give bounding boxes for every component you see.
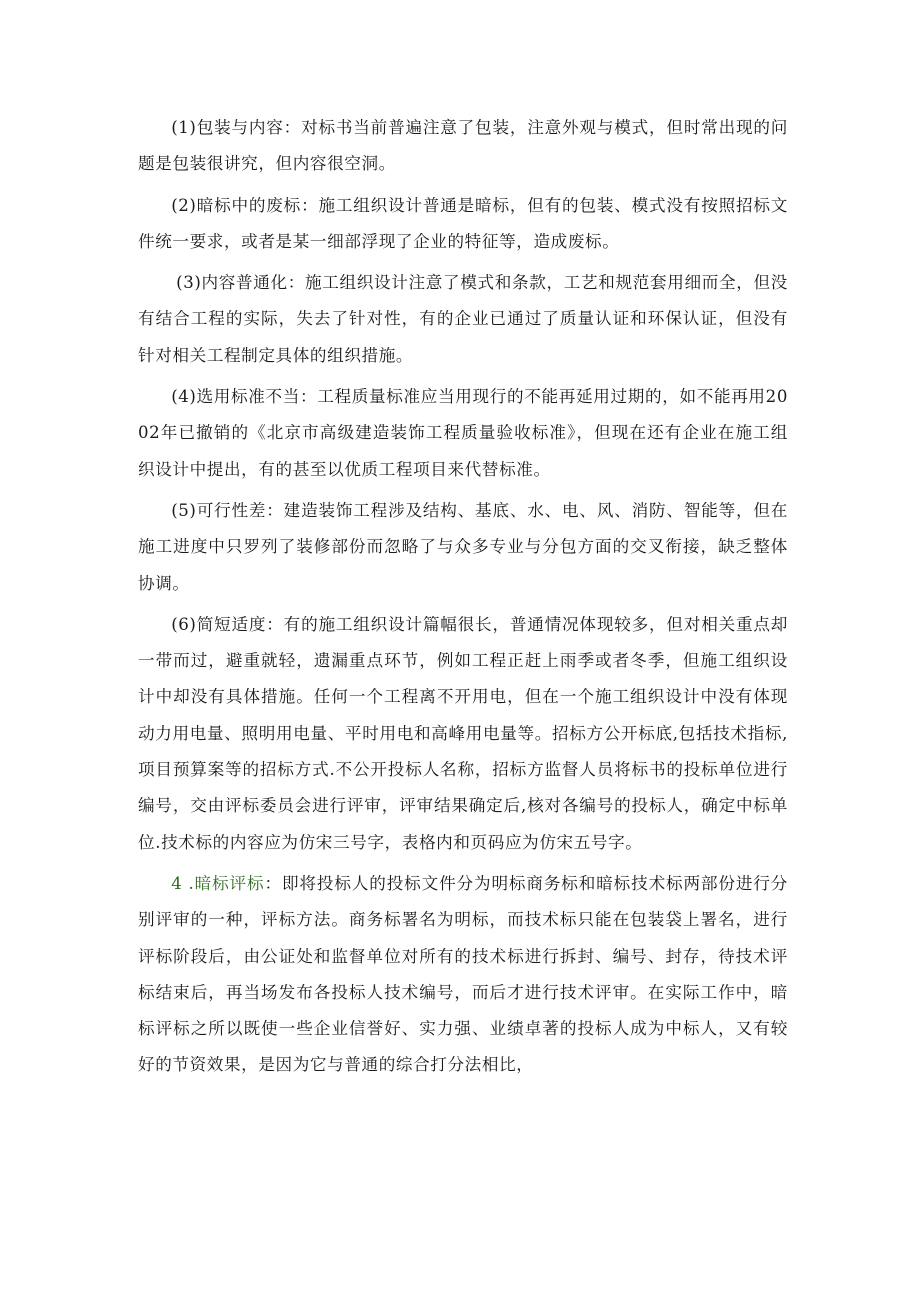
paragraph-feasibility: (5)可行性差：建造装饰工程涉及结构、基底、水、电、风、消防、智能等，但在施工进度中只罗列了装修部份而忽略了与众多专业与分包方面的交叉衔接，缺乏整体协调。 — [138, 500, 788, 593]
section-4-heading: 暗标评标 — [194, 873, 265, 893]
paragraph-packaging-content: (1)包装与内容：对标书当前普遍注意了包装，注意外观与模式，但时常出现的问题是包装很讲究，但内容很空洞。 — [138, 118, 788, 174]
section-4-hidden-bid-evaluation — [138, 866, 788, 1084]
paragraph-content-generic: (3)内容普通化：施工组织设计注意了模式和条款，工艺和规范套用细而全，但没有结合工程的实际，失去了针对性，有的企业已通过了质量认证和环保认证，但没有针对相关工程制定具体的组织措施。 — [138, 273, 788, 365]
section-4-number: 4 — [171, 873, 183, 893]
section-4-body: ：即将投标人的投标文件分为明标商务标和暗标技术标两部份进行分别评审的一种，评标方法。商务标署名为明标，而技术标只能在包装袋上署名，进行评标阶段后，由公证处和监督单位对所有的技术标进行拆封、编号、封存，待技术评标结束后，再当场发布各投标人技术编号，而后才进行技术评审。在实际工作中，暗标评标之所以既使一些企业信誉好、实力强、业绩卓著的投标人成为中标人，又有较好的节资效果，是因为它与普通的综合打分法相比， — [138, 873, 788, 1075]
paragraph-hidden-bid-invalid: (2)暗标中的废标：施工组织设计普通是暗标，但有的包装、模式没有按照招标文件统一要求，或者是某一细部浮现了企业的特征等，造成废标。 — [138, 195, 788, 251]
section-4-separator: . — [182, 873, 195, 893]
paragraph-standard-selection: (4)选用标准不当：工程质量标准应当用现行的不能再延用过期的，如不能再用2002年已撤销的《北京市高级建造装饰工程质量验收标准》，但现在还有企业在施工组织设计中提出，有的甚至以优质工程项目来代替标准。 — [138, 387, 788, 479]
paragraph-brevity: (6)简短适度：有的施工组织设计篇幅很长，普通情况体现较多，但对相关重点却一带而过，避重就轻，遗漏重点环节，例如工程正赶上雨季或者冬季，但施工组织设计中却没有具体措施。任何一个工程离不开用电，但在一个施工组织设计中没有体现动力用电量、照明用电量、平时用电和高峰用电量等。招标方公开标底,包括技术指标,项目预算案等的招标方式.不公开投标人名称，招标方监督人员将标书的投标单位进行编号，交由评标委员会进行评审，评审结果确定后,核对各编号的投标人，确定中标单位.技术标的内容应为仿宋三号字，表格内和页码应为仿宋五号字。 — [138, 614, 788, 852]
document-body — [138, 110, 788, 1089]
